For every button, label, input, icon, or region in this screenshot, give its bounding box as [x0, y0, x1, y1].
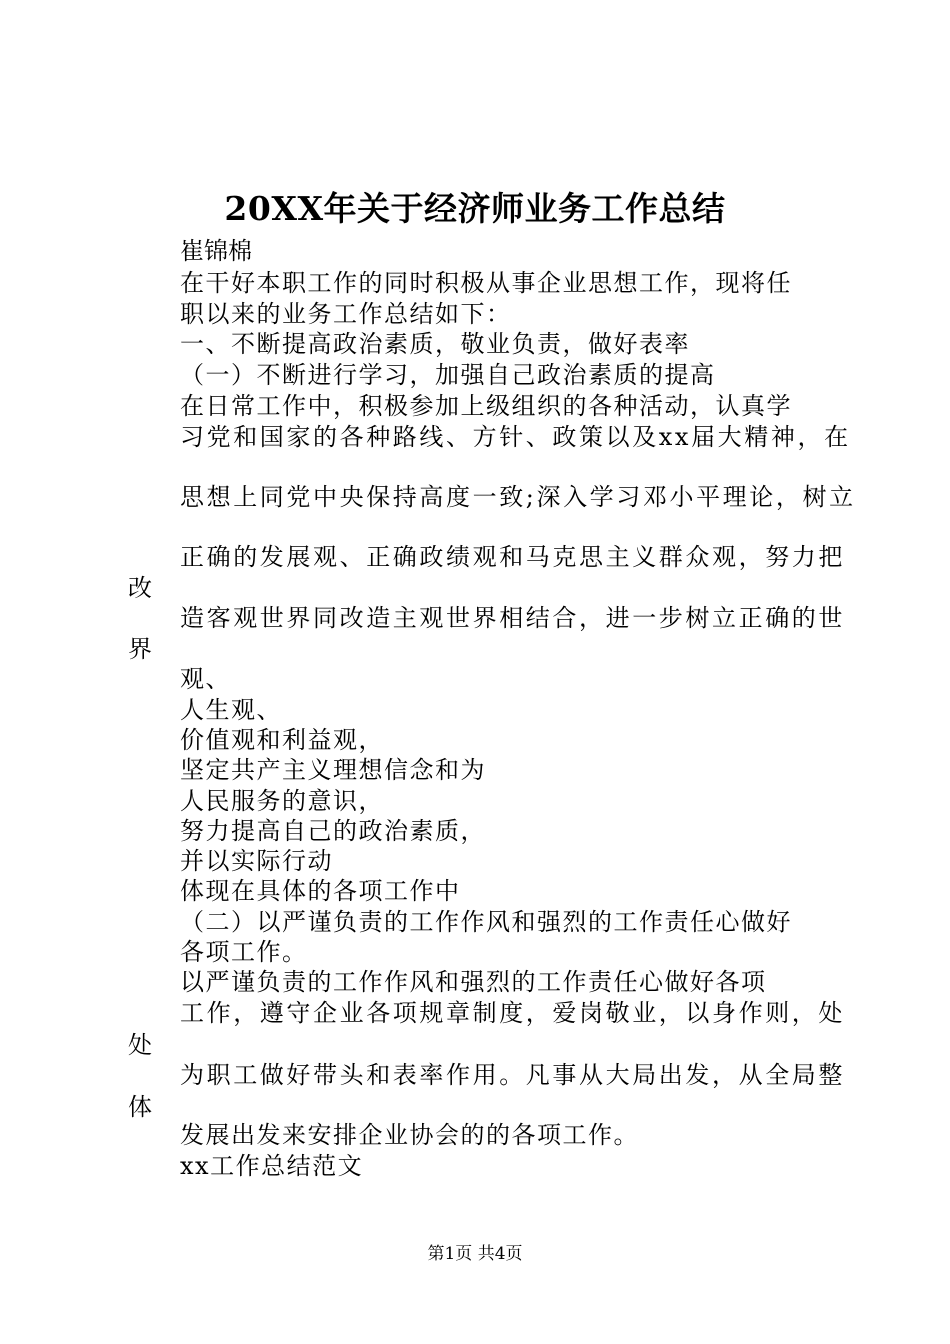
subsection-heading: （一）不断进行学习，加强自己政治素质的提高 — [180, 361, 716, 389]
text-line: 发展出发来安排企业协会的的各项工作。 — [180, 1121, 639, 1149]
text-line: 努力提高自己的政治素质， — [180, 817, 486, 845]
page-number-footer: 第1页 共4页 — [427, 1244, 523, 1264]
margin-char: 体 — [128, 1093, 152, 1121]
document-title: 20XX年关于经济师业务工作总结 — [224, 189, 726, 228]
text-line: 并以实际行动 — [180, 847, 333, 875]
text-line: 思想上同党中央保持高度一致;深入学习邓小平理论，树立 — [180, 483, 856, 511]
margin-char: 改 — [128, 574, 152, 602]
text-line: 造客观世界同改造主观世界相结合，进一步树立正确的世 — [180, 604, 845, 632]
section-heading: 一、不断提高政治素质，敬业负责，做好表率 — [180, 330, 690, 358]
text-line: 坚定共产主义理想信念和为 — [180, 756, 486, 784]
margin-char: 处 — [128, 1031, 152, 1059]
subsection-heading: （二）以严谨负责的工作作风和强烈的工作责任心做好 — [180, 908, 792, 936]
text-line: 以严谨负责的工作作风和强烈的工作责任心做好各项 — [180, 968, 767, 996]
text-line: 在干好本职工作的同时积极从事企业思想工作，现将任 — [180, 269, 792, 297]
text-line: xx工作总结范文 — [180, 1152, 364, 1180]
text-line: 职以来的业务工作总结如下： — [180, 300, 512, 328]
text-line: 人生观、 — [180, 696, 282, 724]
margin-char: 界 — [128, 635, 152, 663]
text-line: 观、 — [180, 665, 231, 693]
text-line: 各项工作。 — [180, 938, 308, 966]
text-line: 体现在具体的各项工作中 — [180, 877, 461, 905]
text-line: 在日常工作中，积极参加上级组织的各种活动，认真学 — [180, 392, 792, 420]
author-name: 崔锦棉 — [180, 237, 252, 265]
text-line: 人民服务的意识， — [180, 787, 384, 815]
text-line: 工作，遵守企业各项规章制度，爱岗敬业，以身作则，处 — [180, 999, 845, 1027]
text-line: 为职工做好带头和表率作用。凡事从大局出发，从全局整 — [180, 1061, 845, 1089]
text-line: 习党和国家的各种路线、方针、政策以及xx届大精神，在 — [180, 423, 851, 451]
text-line: 正确的发展观、正确政绩观和马克思主义群众观，努力把 — [180, 543, 845, 571]
text-line: 价值观和利益观， — [180, 726, 384, 754]
